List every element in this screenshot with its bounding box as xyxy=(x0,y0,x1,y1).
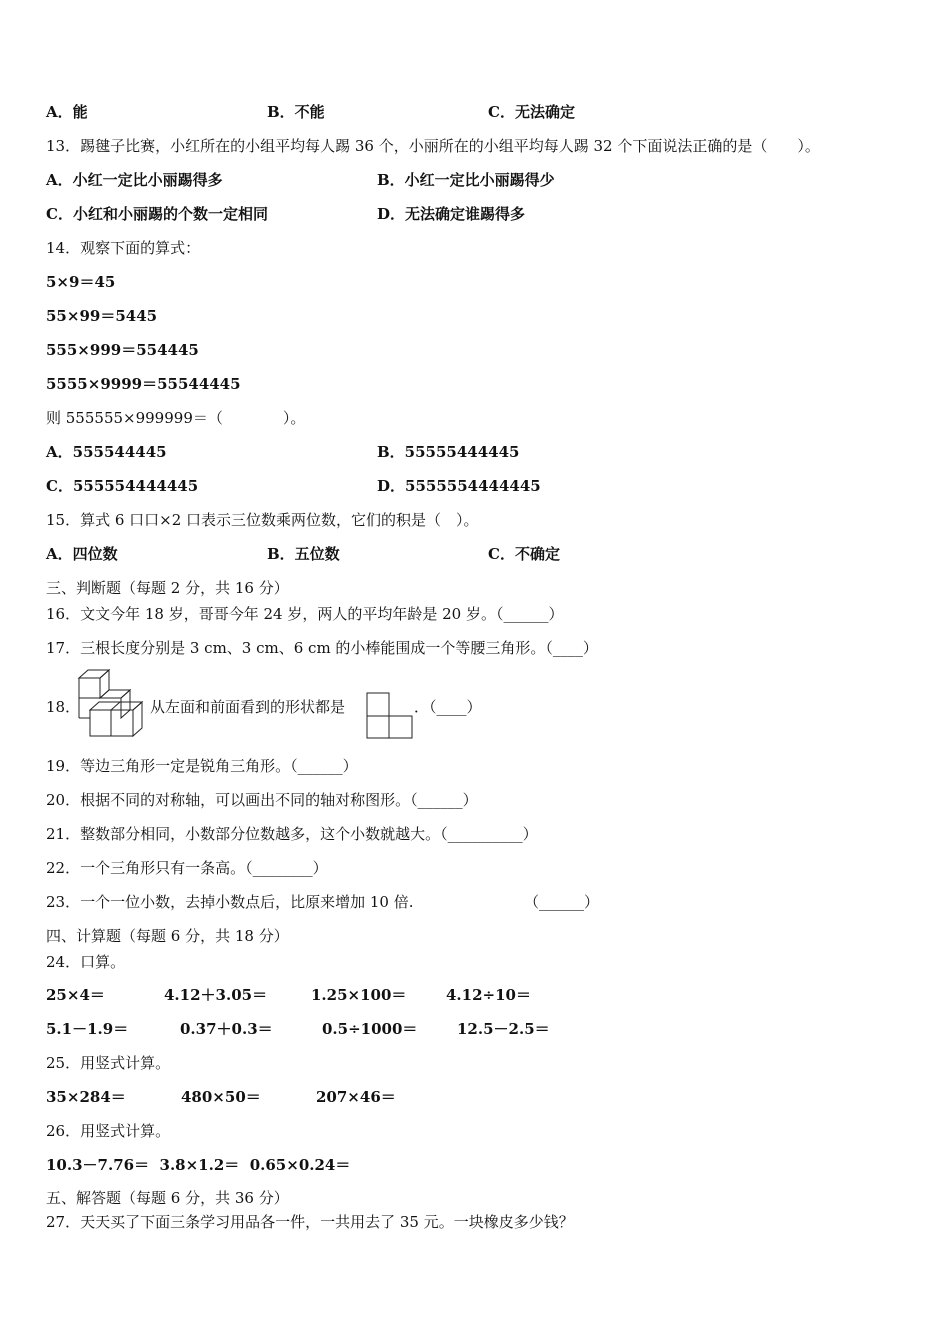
section-5-heading: 五、解答题（每题 6 分，共 36 分） xyxy=(46,1189,289,1207)
q24-item: 12.5－2.5＝ xyxy=(457,1020,550,1038)
q21: 21．整数部分相同，小数部分位数越多，这个小数就越大。（__________） xyxy=(46,825,538,843)
q14-equation-2: 55×99＝5445 xyxy=(46,307,158,325)
q15-option-c: C．不确定 xyxy=(488,545,560,563)
q14-option-a: A．555544445 xyxy=(46,443,167,461)
q12-option-c: C．无法确定 xyxy=(488,103,575,121)
q24-item: 0.5÷1000＝ xyxy=(322,1020,418,1038)
q25-stem: 25．用竖式计算。 xyxy=(46,1054,171,1072)
q14-option-d: D．5555554444445 xyxy=(377,477,541,495)
q25-item: 207×46＝ xyxy=(316,1088,396,1106)
q13-stem: 13．踢毽子比赛，小红所在的小组平均每人踢 36 个，小丽所在的小组平均每人踢 32 个下面说法正确的是（ ）。 xyxy=(46,137,820,155)
q23-blank: （______） xyxy=(524,893,600,911)
q13-option-c: C．小红和小丽踢的个数一定相同 xyxy=(46,205,268,223)
q19: 19．等边三角形一定是锐角三角形。（______） xyxy=(46,757,358,775)
q20: 20．根据不同的对称轴，可以画出不同的轴对称图形。（______） xyxy=(46,791,478,809)
q14-equation-3: 555×999＝554445 xyxy=(46,341,199,359)
section-3-heading: 三、判断题（每题 2 分，共 16 分） xyxy=(46,579,289,597)
q13-option-a: A．小红一定比小丽踢得多 xyxy=(46,171,223,189)
q14-option-c: C．555554444445 xyxy=(46,477,199,495)
q26-stem: 26．用竖式计算。 xyxy=(46,1122,171,1140)
q14-option-b: B．55555444445 xyxy=(377,443,520,461)
q18-text: 从左面和前面看到的形状都是 xyxy=(150,698,346,716)
q13-option-b: B．小红一定比小丽踢得少 xyxy=(377,171,555,189)
q25-item: 35×284＝ xyxy=(46,1088,126,1106)
q15-option-a: A．四位数 xyxy=(46,545,118,563)
q22: 22．一个三角形只有一条高。（________） xyxy=(46,859,328,877)
q18-number: 18． xyxy=(46,698,81,716)
q17: 17．三根长度分别是 3 cm、3 cm、6 cm 的小棒能围成一个等腰三角形。（____） xyxy=(46,639,598,657)
section-4-heading: 四、计算题（每题 6 分，共 18 分） xyxy=(46,927,289,945)
q26-items: 10.3－7.76＝ 3.8×1.2＝ 0.65×0.24＝ xyxy=(46,1156,351,1174)
q25-item: 480×50＝ xyxy=(181,1088,261,1106)
q24-item: 5.1－1.9＝ xyxy=(46,1020,129,1038)
q23-text: 23．一个一位小数，去掉小数点后，比原来增加 10 倍. xyxy=(46,893,414,911)
q24-item: 4.12÷10＝ xyxy=(446,986,531,1004)
q13-option-d: D．无法确定谁踢得多 xyxy=(377,205,526,223)
view-shape-figure xyxy=(366,692,414,740)
q27: 27．天天买了下面三条学习用品各一件，一共用去了 35 元。一块橡皮多少钱？ xyxy=(46,1213,574,1231)
cube-stack-figure xyxy=(76,668,150,740)
q16: 16．文文今年 18 岁，哥哥今年 24 岁，两人的平均年龄是 20 岁。（______） xyxy=(46,605,564,623)
q12-option-b: B．不能 xyxy=(267,103,325,121)
q24-stem: 24．口算。 xyxy=(46,953,126,971)
q15-stem: 15．算式 6 口口×2 口表示三位数乘两位数，它们的积是（ ）。 xyxy=(46,511,479,529)
q24-item: 4.12＋3.05＝ xyxy=(164,986,268,1004)
q14-stem: 14．观察下面的算式： xyxy=(46,239,201,257)
q18-tail: ．（____） xyxy=(414,698,482,716)
q14-question: 则 555555×999999＝（ ）。 xyxy=(46,409,306,427)
q14-equation-1: 5×9＝45 xyxy=(46,273,116,291)
q15-option-b: B．五位数 xyxy=(267,545,340,563)
q24-item: 1.25×100＝ xyxy=(311,986,407,1004)
q12-option-a: A．能 xyxy=(46,103,88,121)
q14-equation-4: 5555×9999＝55544445 xyxy=(46,375,241,393)
q24-item: 0.37＋0.3＝ xyxy=(180,1020,273,1038)
q24-item: 25×4＝ xyxy=(46,986,105,1004)
